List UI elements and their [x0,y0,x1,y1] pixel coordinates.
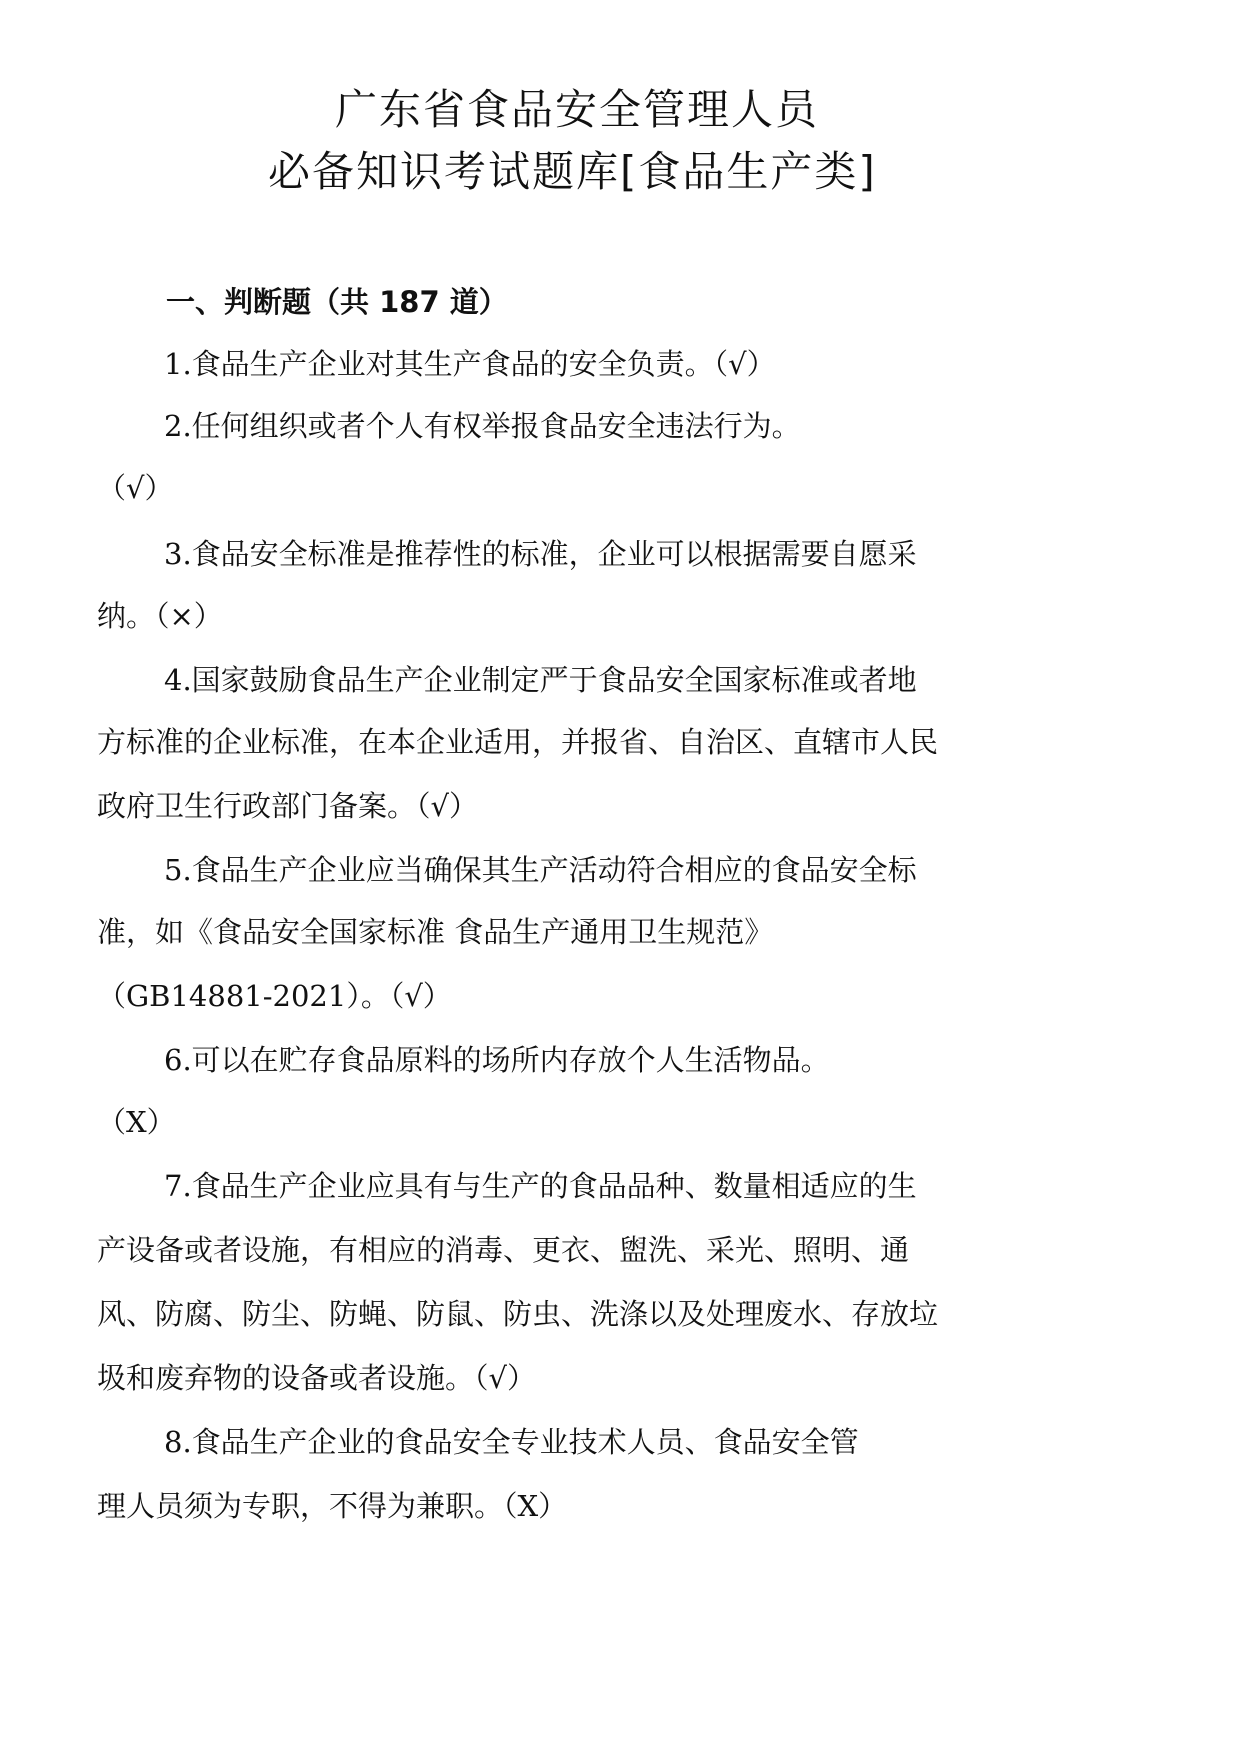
question-3-line: 纳。（×） [97,599,223,633]
question-3-line: 3.食品安全标准是推荐性的标准，企业可以根据需要自愿采 [164,537,917,571]
document-title-line-2: 必备知识考试题库[食品生产类] [268,147,877,196]
question-8-line: 理人员须为专职，不得为兼职。（X） [97,1489,568,1523]
question-6-line: 6.可以在贮存食品原料的场所内存放个人生活物品。 [164,1043,830,1077]
question-5-line: 准，如《食品安全国家标准 食品生产通用卫生规范》 [97,915,774,949]
question-1-line: 1.食品生产企业对其生产食品的安全负责。（√） [164,347,776,381]
question-7-line: 风、防腐、防尘、防蝇、防鼠、防虫、洗涤以及处理废水、存放垃 [97,1297,939,1331]
question-5-line: （GB14881-2021）。（√） [97,979,452,1013]
question-4-line: 方标准的企业标准，在本企业适用，并报省、自治区、直辖市人民 [97,725,939,759]
question-4-line: 4.国家鼓励食品生产企业制定严于食品安全国家标准或者地 [164,663,917,697]
question-7-line: 圾和废弃物的设备或者设施。（√） [97,1361,536,1395]
question-2-line: （√） [97,471,174,505]
question-7-line: 产设备或者设施，有相应的消毒、更衣、盥洗、采光、照明、通 [97,1233,910,1267]
question-2-line: 2.任何组织或者个人有权举报食品安全违法行为。 [164,409,801,443]
question-5-line: 5.食品生产企业应当确保其生产活动符合相应的食品安全标 [164,853,917,887]
question-7-line: 7.食品生产企业应具有与生产的食品品种、数量相适应的生 [164,1169,917,1203]
document-title-line-1: 广东省食品安全管理人员 [335,85,820,134]
question-4-line: 政府卫生行政部门备案。（√） [97,789,478,823]
question-6-line: （X） [97,1105,176,1139]
section-heading: 一、判断题（共 187 道） [166,285,508,319]
question-8-line: 8.食品生产企业的食品安全专业技术人员、食品安全管 [164,1425,859,1459]
